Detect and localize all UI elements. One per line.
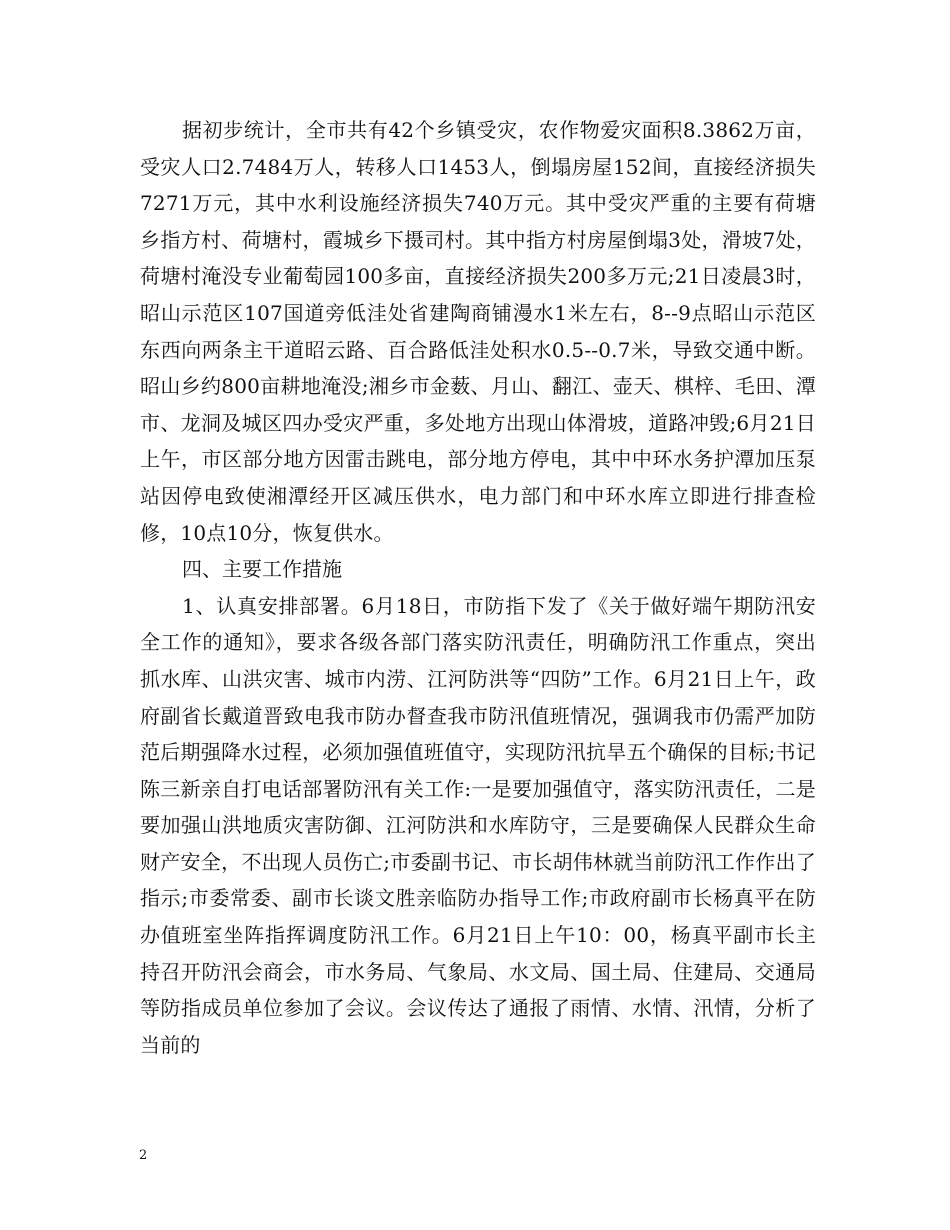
- section-heading-main-measures: 四、主要工作措施: [182, 557, 342, 582]
- paragraph-deployment: 1、认真安排部署。6月18日，市防指下发了《关于做好端午期防汛安全工作的通知》，要求各级各部门落实防汛责任，明确防汛工作重点，突出抓水库、山洪灾害、城市内涝、江河防洪等“四防”工作。6月21日上午，政府副省长戴道晋致电我市防办督查我市防汛值班情况，强调我市仍需严加防范后期强降水过程，必须加强值班值守，实现防汛抗旱五个确保的目标;书记陈三新亲自打电话部署防汛有关工作:一是要加强值守，落实防汛责任，二是要加强山洪地质灾害防御、江河防洪和水库防守，三是要确保人民群众生命财产安全，不出现人员伤亡;市委副书记、市长胡伟林就当前防汛工作作出了指示;市委常委、副市长谈文胜亲临防办指导工作;市政府副市长杨真平在防办值班室坐阵指挥调度防汛工作。6月21日上午10：00，杨真平副市长主持召开防汛会商会，市水务局、气象局、水文局、国土局、住建局、交通局等防指成员单位参加了会议。会议传达了通报了雨情、水情、汛情，分析了当前的: [140, 593, 816, 1057]
- paragraph-disaster-statistics: 据初步统计，全市共有42个乡镇受灾，农作物爱灾面积8.3862万亩，受灾人口2.7484万人，转移人口1453人，倒塌房屋152间，直接经济损失7271万元，其中水利设施经济损失740万元。其中受灾严重的主要有荷塘乡指方村、荷塘村，霞城乡下摄司村。其中指方村房屋倒塌3处，滑坡7处，荷塘村淹没专业葡萄园100多亩，直接经济损失200多万元;21日凌晨3时，昭山示范区107国道旁低洼处省建陶商铺漫水1米左右，8--9点昭山示范区东西向两条主干道昭云路、百合路低洼处积水0.5--0.7米，导致交通中断。昭山乡约800亩耕地淹没;湘乡市金薮、月山、翻江、壶天、棋梓、毛田、潭市、龙洞及城区四办受灾严重，多处地方出现山体滑坡，道路冲毁;6月21日上午，市区部分地方因雷击跳电，部分地方停电，其中中环水务护潭加压泵站因停电致使湘潭经开区减压供水，电力部门和中环水库立即进行排查检修，10点10分，恢复供水。: [140, 118, 816, 545]
- page-number: 2: [139, 1148, 148, 1163]
- document-body: [140, 112, 816, 1063]
